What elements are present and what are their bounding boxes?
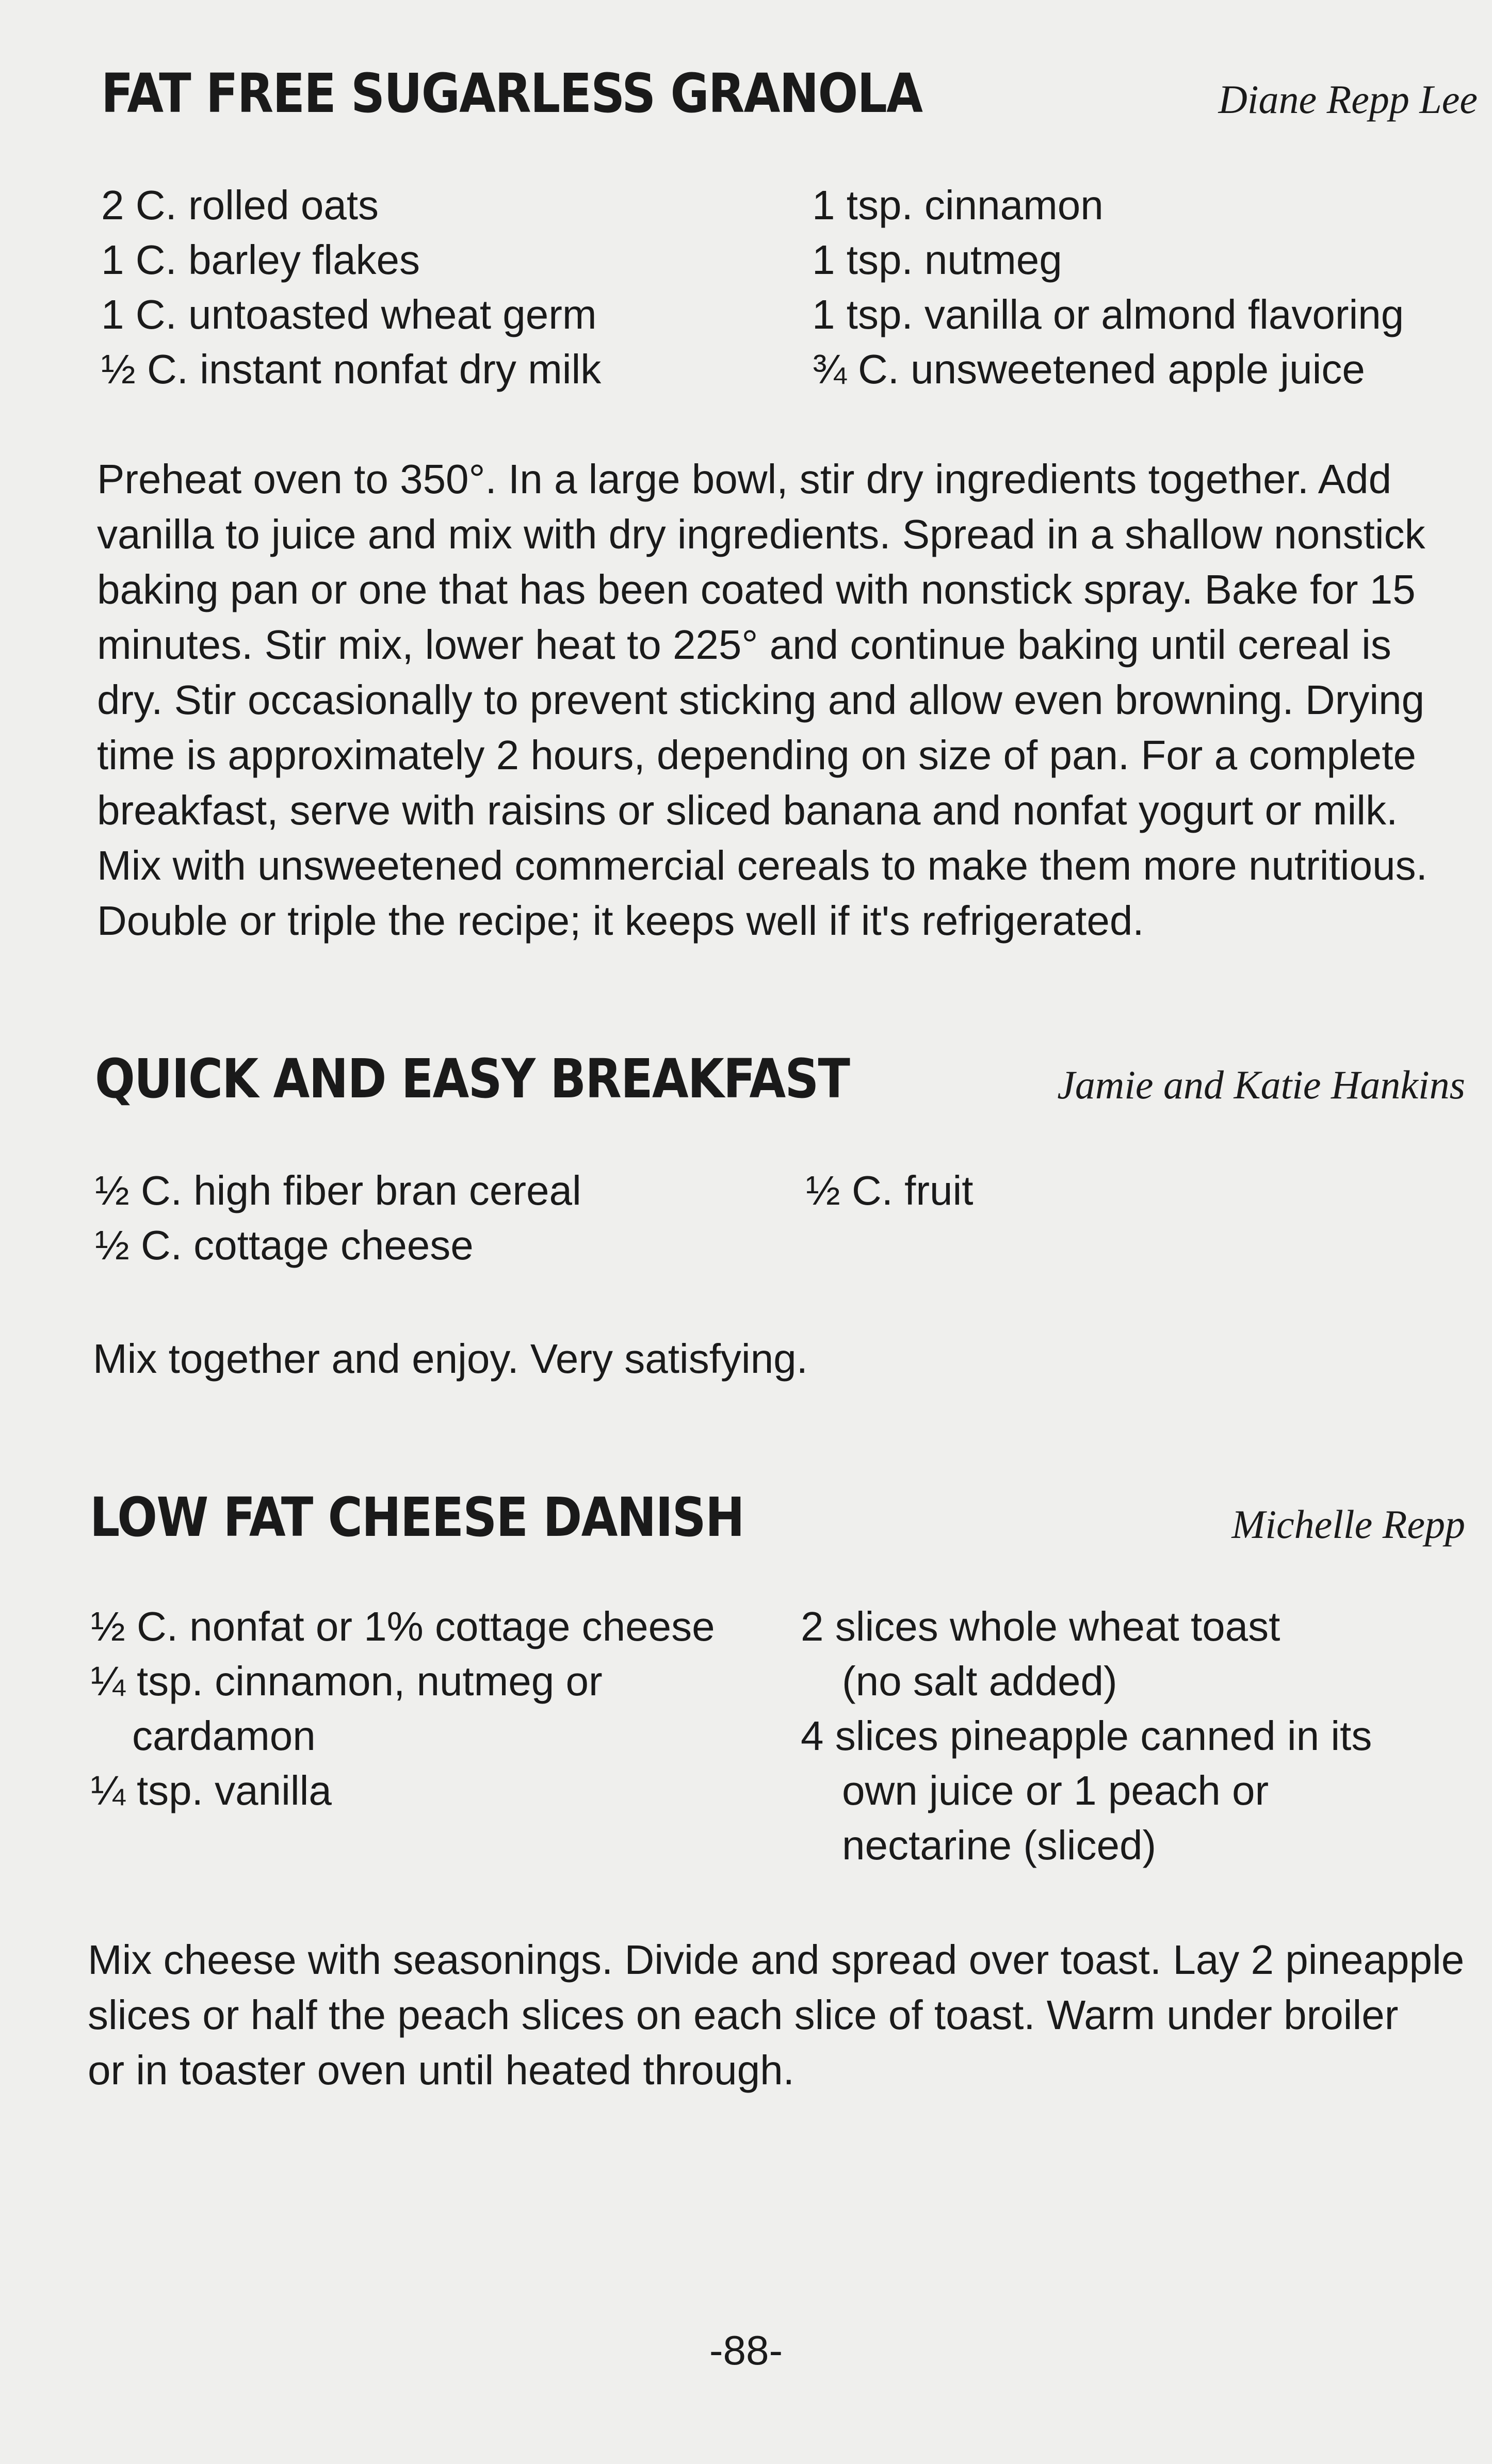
direction-line: vanilla to juice and mix with dry ingredients. Spread in a shallow nonstick — [97, 511, 1425, 557]
ingredient: ½ C. instant nonfat dry milk — [101, 346, 602, 392]
page-number: -88- — [709, 2327, 783, 2373]
direction-line: minutes. Stir mix, lower heat to 225° and continue baking until cereal is — [97, 622, 1391, 668]
ingredient: 1 C. untoasted wheat germ — [101, 291, 597, 337]
recipe-author: Jamie and Katie Hankins — [1057, 1062, 1465, 1107]
direction-line: Mix cheese with seasonings. Divide and spread over toast. Lay 2 pineapple — [88, 1937, 1465, 1983]
ingredient: 1 tsp. vanilla or almond flavoring — [812, 291, 1404, 337]
ingredients-right — [812, 178, 1404, 397]
direction-line: slices or half the peach slices on each slice of toast. Warm under broiler — [88, 1992, 1399, 2038]
direction-line: breakfast, serve with raisins or sliced banana and nonfat yogurt or milk. — [97, 787, 1398, 833]
ingredient: 2 slices whole wheat toast — [801, 1603, 1280, 1649]
ingredients-left — [91, 1599, 715, 1818]
recipe-title: FAT FREE SUGARLESS GRANOLA — [101, 62, 922, 125]
ingredient: ¼ tsp. cinnamon, nutmeg or — [91, 1658, 603, 1704]
ingredient: ½ C. cottage cheese — [95, 1222, 474, 1268]
ingredient: (no salt added) — [842, 1658, 1117, 1704]
ingredient: ½ C. fruit — [806, 1168, 974, 1213]
ingredient: ¼ tsp. vanilla — [91, 1768, 332, 1813]
ingredient: 1 tsp. cinnamon — [812, 182, 1104, 228]
recipe-author: Michelle Repp — [1231, 1502, 1465, 1547]
recipe-author: Diane Repp Lee — [1218, 77, 1478, 122]
direction-line: Mix together and enjoy. Very satisfying. — [93, 1336, 808, 1382]
ingredient: 1 C. barley flakes — [101, 237, 420, 283]
ingredients-right — [801, 1599, 1372, 1873]
direction-line: time is approximately 2 hours, depending on size of pan. For a complete — [97, 732, 1416, 778]
direction-line: or in toaster oven until heated through. — [88, 2047, 794, 2093]
ingredients-left — [101, 178, 601, 397]
recipe-directions — [88, 1932, 1464, 2098]
ingredients-right — [806, 1163, 974, 1218]
ingredient: 2 C. rolled oats — [101, 182, 379, 228]
ingredients-left — [95, 1163, 581, 1273]
ingredient: own juice or 1 peach or — [842, 1768, 1269, 1813]
ingredient: 4 slices pineapple canned in its — [801, 1713, 1372, 1759]
direction-line: Double or triple the recipe; it keeps well if it's refrigerated. — [97, 898, 1144, 944]
recipe-title: QUICK AND EASY BREAKFAST — [95, 1047, 850, 1110]
ingredient: ½ C. high fiber bran cereal — [95, 1168, 581, 1213]
direction-line: dry. Stir occasionally to prevent sticking and allow even browning. Drying — [97, 677, 1425, 723]
recipe-title: LOW FAT CHEESE DANISH — [90, 1486, 744, 1549]
direction-line: baking pan or one that has been coated with nonstick spray. Bake for 15 — [97, 566, 1416, 612]
recipe-directions — [97, 451, 1428, 948]
ingredient: cardamon — [132, 1713, 316, 1759]
direction-line: Mix with unsweetened commercial cereals to make them more nutritious. — [97, 842, 1428, 888]
ingredient: 1 tsp. nutmeg — [812, 237, 1062, 283]
recipe-directions — [93, 1331, 808, 1386]
direction-line: Preheat oven to 350°. In a large bowl, stir dry ingredients together. Add — [97, 456, 1392, 502]
ingredient: ¾ C. unsweetened apple juice — [812, 346, 1365, 392]
ingredient: nectarine (sliced) — [842, 1822, 1157, 1868]
ingredient: ½ C. nonfat or 1% cottage cheese — [91, 1603, 715, 1649]
